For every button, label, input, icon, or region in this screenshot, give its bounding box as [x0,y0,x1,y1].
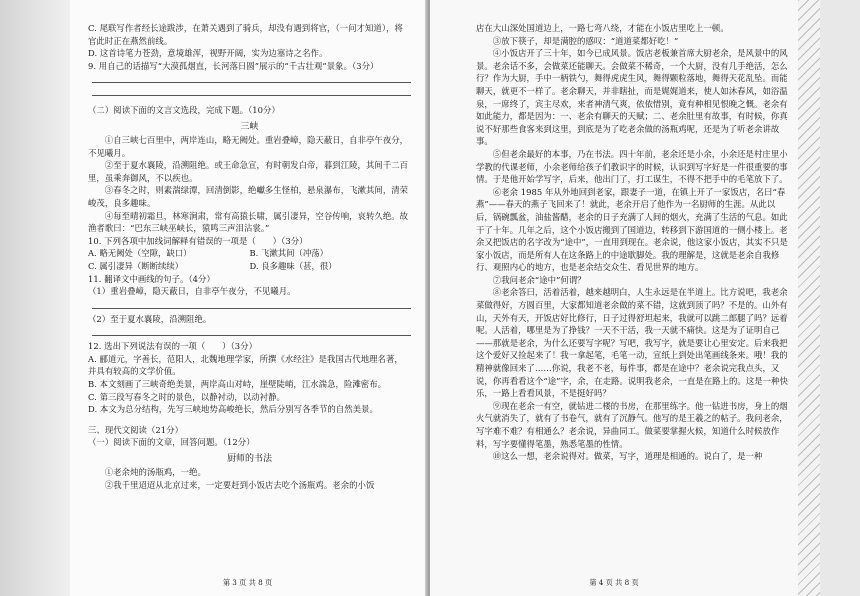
chef-para-8: ⑧老余答曰，活着活着，越来越明白，人生永远是在半道上。比方说吧，我老余菜做得好，方圆百里，大家都知道老余做的菜不错，这就到顶了吗？不是的。山外有山，天外有天，开饭店好比修行，日子过得舒坦起来，我就可以跳二郎腿了吗？远着呢。人活着，哪里是为了挣钱？一天不干活，我一天就不痛快。这是为了证明自己——那就是老余，为什么还要写字呢？写吧，我写字，就是要让心里安定。后来我把这个爱好又捡起来了！我一拿起笔，毛笔一动，宣纸上到处出笔画线条来。哦！我的精神就像回来了……你说，我老不老，每件事，都是在途中？老余说完我点头，又说，你再看看这个“途”字，余，在走路。说明我老余，一直是在路上的。这是一种快乐，一路上看看风景，不是挺好吗？ [476,287,788,399]
passage-para-3: ③春冬之时，则素湍绿潭，回清倒影，绝巘多生怪柏，悬泉瀑布，飞漱其间，清荣峻茂，良多趣味。 [88,185,409,208]
chef-para-5: ⑤但老余最好的本事，乃在书法。四十年前，老余还是小余，小余还是村庄里小学教的代课老师，小余老师给孩子们教识字的时候，认识到写字好是一件很重要的事情。于是他开始学写字，后来，他出门了，打工谋生，不得不把手中的毛笔放下了。 [476,148,788,185]
chef-para-2-cont: 店在大山深处国道边上，一路七弯八绕，才能在小饭店里吃上一顿。 [476,23,729,33]
question-9: 9. 用自己的话描写“大漠孤烟直，长河落日圆”展示的“千古壮观”景象。（3分） [88,60,379,71]
passage-title-chef: 厨师的书法 [226,454,272,465]
chef-para-1: ①老余炖的汤瓶鸡，一绝。 [104,467,206,478]
section-3-heading: 三、现代文阅读（21分） [88,424,184,435]
chef-para-4: ④小饭店开了三十年，如今已成风景。饭店老板兼首席大厨老余，是风景中的风景。老余话不多，会做菜还能聊天。会做菜不稀奇，一个大厨，没有几手绝活，怎么行？作为大厨，手中一柄铁勺，舞得虎虎生风，舞得颗粒落地，舞得天花乱坠。而能聊天，就更不一样了。老余聊天，并非瞎扯，而是娓娓道来，使人如沐春风，如浴温泉，一席终了，宾主尽欢，来者神清气爽，依依惜别，竟有种相见恨晚之慨。老余有如此能力，都是因为：一、老余有聊天的天赋；二、老余肚里有故事，有时候，你真说不好那些食客来到这里，到底是为了吃老余做的汤瓶鸡呢，还是为了听老余讲故事。 [476,48,788,147]
scan-right-margin [820,0,860,596]
chef-para-3: ③放下筷子，却是满腔的感叹：“道道菜都好吃！” [492,35,679,46]
question-12-option-d[interactable]: D. 本文为总分结构，先写三峡地势高峻绝长，然后分别写各季节的自然美景。 [88,404,378,415]
passage-title-sanxia: 三峡 [240,121,259,132]
scan-left-margin [0,0,70,596]
question-12-option-b[interactable]: B. 本文刻画了三峡奇绝美景，两岸高山对峙，崖壁陡峭，江水湍急，险滩密布。 [88,379,387,390]
page-footer: 第 4 页 共 8 页 [589,578,639,587]
question-8-option-d: D. 这首诗笔力苍劲，意境雄浑，视野开阔，实为边塞诗之名作。 [88,48,328,59]
exam-page-4 [430,0,798,596]
chef-para-2: ②我千里迢迢从北京过来，一定要赶到小饭店去吃个汤瓶鸡。老余的小饭 [104,479,375,490]
section-2-heading: （二）阅读下面的文言文选段，完成下题。（10分） [88,105,280,116]
question-10-options-row1 [88,247,411,260]
question-10-options-row2 [88,260,411,273]
question-10-option-d[interactable]: D. 良多趣味（甚，很） [249,260,337,271]
question-8-option-c: C. 尾联写作者经长途跋涉，在萧关遇到了骑兵，却没有遇到将官，（一问才知道），将官此时正在燕然前线。 [88,23,403,46]
answer-line[interactable] [92,300,411,309]
chef-para-9: ⑨现在老余一有空，就钻进二楼的书房，在那里练字。他一钻进书房，身上的烟火气就消失了，就有了书卷气，就有了沉静气。他写的是王羲之的帖子。我问老余，写字难不难？有相通么？老余说，异曲同工。做菜要掌握火候，知道什么时候放作料，写字要懂得笔墨，熟悉笔墨的性情。 [476,400,788,449]
section-3-subheading: （一）阅读下面的文章，回答问题。（12分） [88,437,255,448]
question-10-option-b[interactable]: B. 飞漱其间（冲荡） [249,248,328,259]
passage-para-4: ④每至晴初霜旦，林寒涧肃，常有高猿长啸，属引凄异，空谷传响，哀转久绝。故渔者歌曰：“巴东三峡巫峡长，猿鸣三声泪沾裳。” [88,210,409,234]
scan-hatch [798,0,820,596]
chef-para-10: ⑩这么一想，老余说得对。做菜，写字，道理是相通的。说白了，是一种 [492,451,763,462]
answer-line[interactable] [92,74,411,83]
question-11: 11. 翻译文中画线的句子。（4分） [88,273,215,284]
chef-para-7: ⑦我问老余“途中”何谓？ [492,274,586,285]
passage-para-1: ①自三峡七百里中，两岸连山，略无阙处。重岩叠嶂，隐天蔽日，自非亭午夜分，不见曦月。 [88,134,409,158]
exam-page-3 [70,0,425,596]
question-12-option-a[interactable]: A. 郦道元，字善长，范阳人，北魏地理学家，所撰《水经注》是我国古代地理名著，并具有较高的文学价值。 [88,353,403,377]
question-11-part-2: （2）至于夏水襄陵，沿溯阻绝。 [88,313,212,324]
question-10-option-c[interactable]: C. 属引凄异（断断续续） [88,260,184,271]
passage-para-2: ②至于夏水襄陵，沿溯阻绝。或王命急宣，有时朝发白帝，暮到江陵，其间千二百里，虽乘奔御风，不以疾也。 [88,160,409,183]
question-12-option-c[interactable]: C. 第三段写春冬之时的景色，以静衬动，以动衬静。 [88,391,285,402]
page-footer: 第 3 页 共 8 页 [222,578,273,587]
question-12: 12. 选出下列说法有误的一项（ ）（3分） [88,341,258,352]
chef-para-6: ⑥老余 1985 年从外地回到老家，跟妻子一道，在镇上开了一家饭店，名曰“春燕”——春天的燕子飞回来了！就此，老余开启了他作为一名厨师的生涯。从此以后，锅碗瓢盆，油盐酱醋，老余的日子充满了人间的烟火，充满了生活的气息。如此干了十年。几年之后，这个小饭店搬到了国道边，转移到下游国道的一侧小楼上。老余又把饭店的名字改为“途中”，一直用到现在。老余说，他这家小饭店，其实不只是家小饭店，而是所有人在这条路上的中途歇脚处。我的理解是，这就是老余自我修行、观照内心的地方，也是老余结交众生、看见世界的地方。 [476,186,788,273]
question-10: 10. 下列各项中加线词解释有错误的一项是（ ）（3分） [88,235,308,246]
question-11-part-1: （1）重岩叠嶂，隐天蔽日，自非亭午夜分，不见曦月。 [88,286,296,297]
answer-line[interactable] [92,327,411,336]
question-10-option-a[interactable]: A. 略无阙处（空隙，缺口） [88,248,192,259]
answer-line[interactable] [92,87,411,96]
